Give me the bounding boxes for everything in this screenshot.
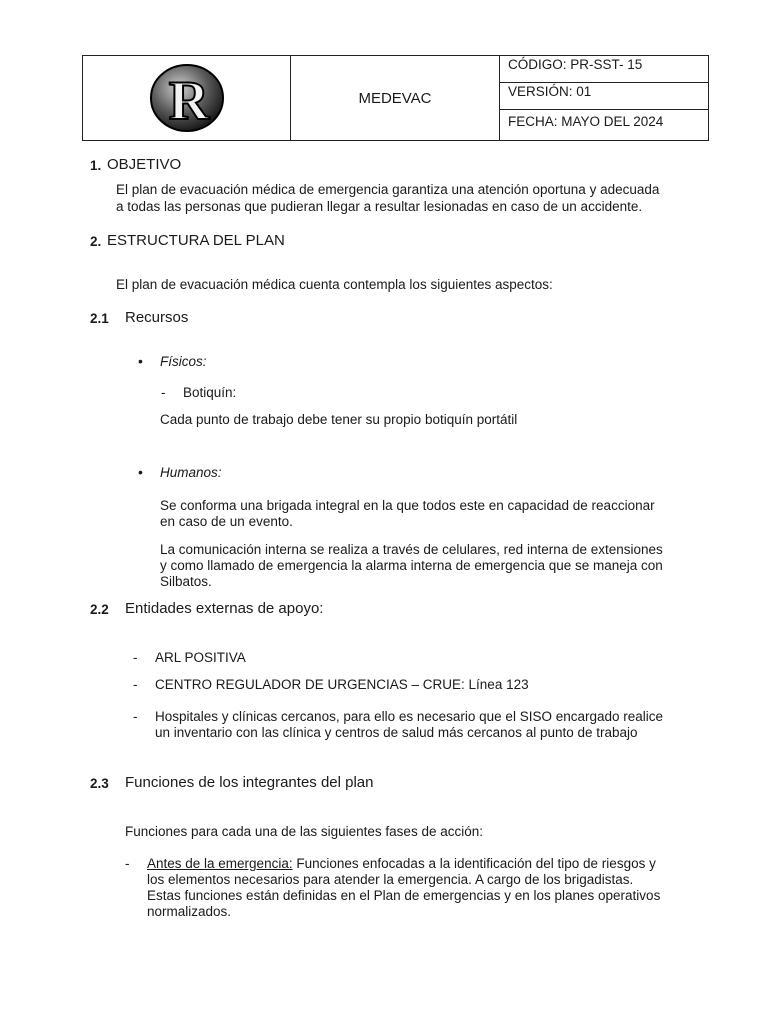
section-2-2-title: Entidades externas de apoyo: [125, 600, 324, 617]
humanos-text-line: y como llamado de emergencia la alarma interna de emergencia que se maneja con [160, 558, 663, 573]
company-logo [147, 61, 227, 133]
svg-text:R: R [168, 69, 209, 132]
humanos-text-line: Se conforma una brigada integral en la que todos este en capacidad de reaccionar [160, 498, 655, 513]
document-version: VERSIÓN: 01 [508, 84, 592, 99]
section-2-3-number: 2.3 [90, 776, 109, 791]
phase-line: Estas funciones están definidas en el Plan de emergencias y en los planes operativos [147, 888, 661, 903]
dash-icon: - [133, 709, 138, 724]
humanos-text-line: La comunicación interna se realiza a través de celulares, red interna de extensiones [160, 542, 663, 557]
section-2-2-number: 2.2 [90, 602, 109, 617]
document-header [82, 55, 709, 141]
document-code: CÓDIGO: PR-SST- 15 [508, 57, 643, 72]
bullet-icon: • [138, 353, 143, 369]
bullet-humanos: Humanos: [160, 465, 222, 480]
list-item-continued: un inventario con las clínica y centros de salud más cercanos al punto de trabajo [155, 725, 638, 740]
date-cell [500, 110, 709, 141]
section-2-3-intro: Funciones para cada una de las siguientes fases de acción: [125, 824, 483, 839]
bullet-fisicos: Físicos: [160, 354, 207, 369]
document-title: MEDEVAC [291, 56, 500, 141]
section-2-number: 2. [90, 234, 102, 249]
section-2-intro: El plan de evacuación médica cuenta contempla los siguientes aspectos: [116, 277, 553, 292]
logo-cell [83, 56, 291, 141]
phase-line [147, 856, 656, 872]
section-1-number: 1. [90, 158, 102, 173]
dash-icon: - [125, 856, 130, 871]
section-1-text-line: El plan de evacuación médica de emergencia garantiza una atención oportuna y adecuada [116, 182, 660, 197]
dash-icon: - [133, 650, 138, 665]
botiquin-text: Cada punto de trabajo debe tener su propio botiquín portátil [160, 412, 518, 427]
section-1-title: OBJETIVO [107, 156, 182, 173]
section-2-1-title: Recursos [125, 309, 189, 326]
phase-text: Funciones enfocadas a la identificación del tipo de riesgos y [296, 856, 656, 871]
document-date: FECHA: MAYO DEL 2024 [508, 114, 664, 129]
list-item: Hospitales y clínicas cercanos, para ello es necesario que el SISO encargado realice [155, 709, 664, 724]
dash-icon: - [133, 677, 138, 692]
section-2-title: ESTRUCTURA DEL PLAN [107, 232, 285, 249]
phase-line: los elementos necesarios para atender la emergencia. A cargo de los brigadistas. [147, 872, 634, 887]
code-cell [500, 56, 709, 83]
dash-icon: - [161, 385, 166, 400]
bullet-icon: • [138, 464, 143, 480]
section-2-3-title: Funciones de los integrantes del plan [125, 774, 374, 791]
list-item: ARL POSITIVA [155, 650, 246, 665]
phase-line: normalizados. [147, 904, 232, 919]
version-cell [500, 83, 709, 110]
humanos-text-line: en caso de un evento. [160, 514, 293, 529]
section-1-text-line: a todas las personas que pudieran llegar a resultar lesionadas en caso de un accidente. [116, 199, 643, 214]
list-item: CENTRO REGULADOR DE URGENCIAS – CRUE: Línea 123 [155, 677, 529, 692]
section-2-1-number: 2.1 [90, 311, 109, 326]
humanos-text-line: Silbatos. [160, 574, 212, 589]
phase-label: Antes de la emergencia: [147, 856, 293, 871]
sub-item-botiquin: Botiquín: [183, 385, 237, 400]
